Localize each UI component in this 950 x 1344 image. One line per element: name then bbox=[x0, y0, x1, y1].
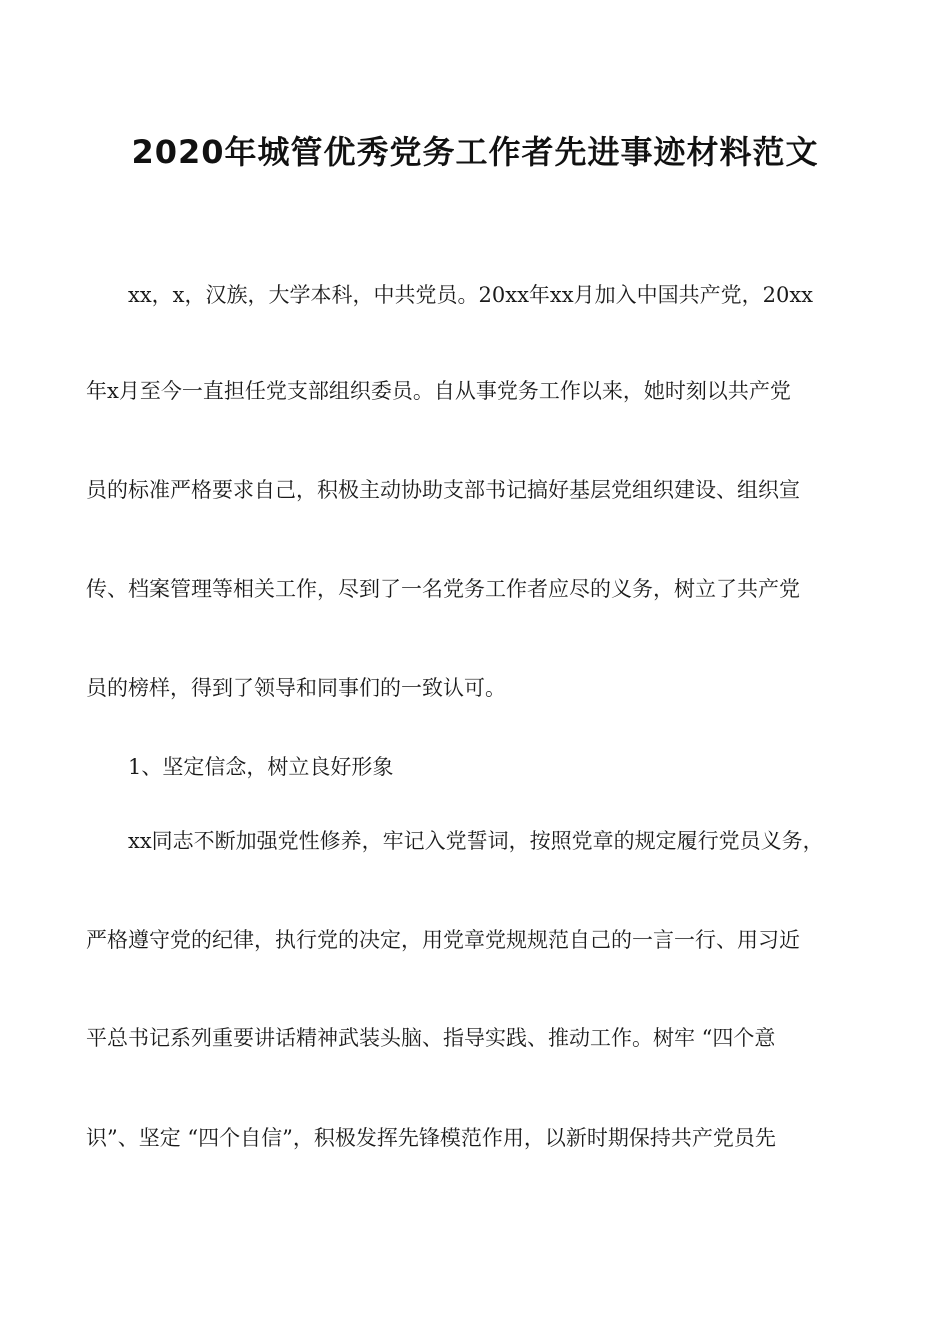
paragraph-2-line-1: xx同志不断加强党性修养，牢记入党誓词，按照党章的规定履行党员义务， bbox=[128, 829, 824, 853]
paragraph-1-line-5: 员的榜样，得到了领导和同事们的一致认可。 bbox=[86, 676, 506, 700]
section-heading-1: 1、坚定信念，树立良好形象 bbox=[128, 755, 394, 779]
paragraph-1-line-3: 员的标准严格要求自己，积极主动协助支部书记搞好基层党组织建设、组织宣 bbox=[86, 478, 800, 502]
paragraph-1-line-2: 年x月至今一直担任党支部组织委员。自从事党务工作以来，她时刻以共产党 bbox=[86, 379, 791, 403]
paragraph-2-line-4: 识”、坚定 “四个自信”，积极发挥先锋模范作用，以新时期保持共产党员先 bbox=[86, 1126, 776, 1150]
document-title: 2020年城管优秀党务工作者先进事迹材料范文 bbox=[131, 133, 819, 171]
paragraph-1-line-4: 传、档案管理等相关工作，尽到了一名党务工作者应尽的义务，树立了共产党 bbox=[86, 577, 800, 601]
paragraph-2-line-3: 平总书记系列重要讲话精神武装头脑、指导实践、推动工作。树牢 “四个意 bbox=[86, 1026, 776, 1050]
paragraph-1-line-1: xx，x，汉族，大学本科，中共党员。20xx年xx月加入中国共产党，20xx bbox=[128, 283, 814, 307]
paragraph-2-line-2: 严格遵守党的纪律，执行党的决定，用党章党规规范自己的一言一行、用习近 bbox=[86, 928, 800, 952]
